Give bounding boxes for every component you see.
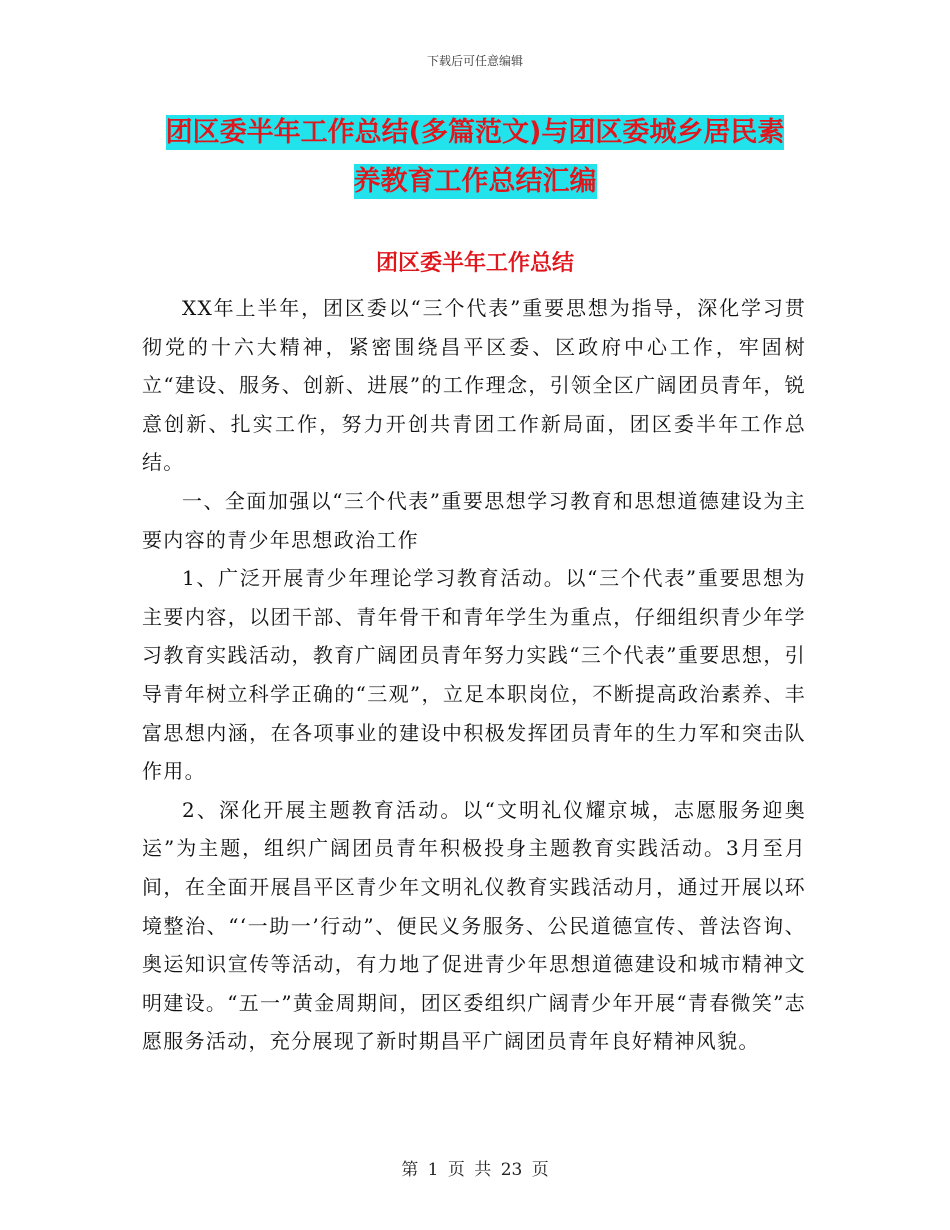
paragraph-2: 一、全面加强以“三个代表”重要思想学习教育和思想道德建设为主要内容的青少年思想政治工作 [142,488,806,552]
document-title [0,108,950,206]
paragraph-1: XX年上半年，团区委以“三个代表”重要思想为指导，深化学习贯彻党的十六大精神，紧密围绕昌平区委、区政府中心工作，牢固树立“建设、服务、创新、进展”的工作理念，引领全区广阔团员青年，锐意创新、扎实工作，努力开创共青团工作新局面，团区委半年工作总结。 [142,296,806,475]
body-text [142,289,806,1061]
document-title-line-1: 团区委半年工作总结(多篇范文)与团区委城乡居民素 [165,117,785,148]
document-title-line-2: 养教育工作总结汇编 [353,166,597,197]
section-title: 团区委半年工作总结 [375,251,574,276]
page-footer: 第 1 页 共 23 页 [401,1160,549,1180]
header-note: 下载后可任意编辑 [426,54,523,68]
paragraph-3: 1、广泛开展青少年理论学习教育活动。以“三个代表”重要思想为主要内容，以团干部、青年骨干和青年学生为重点，仔细组织青少年学习教育实践活动，教育广阔团员青年努力实践“三个代表”重要思想，引导青年树立科学正确的“三观”，立足本职岗位，不断提高政治素养、丰富思想内涵，在各项事业的建设中积极发挥团员青年的生力军和突击队作用。 [142,566,806,784]
paragraph-4: 2、深化开展主题教育活动。以“文明礼仪耀京城，志愿服务迎奥运”为主题，组织广阔团员青年积极投身主题教育实践活动。3月至月间，在全面开展昌平区青少年文明礼仪教育实践活动月，通过开展以环境整治、“‘一助一’行动”、便民义务服务、公民道德宣传、普法咨询、奥运知识宣传等活动，有力地了促进青少年思想道德建设和城市精神文明建设。“五一”黄金周期间，团区委组织广阔青少年开展“青春微笑”志愿服务活动，充分展现了新时期昌平广阔团员青年良好精神风貌。 [142,797,806,1054]
